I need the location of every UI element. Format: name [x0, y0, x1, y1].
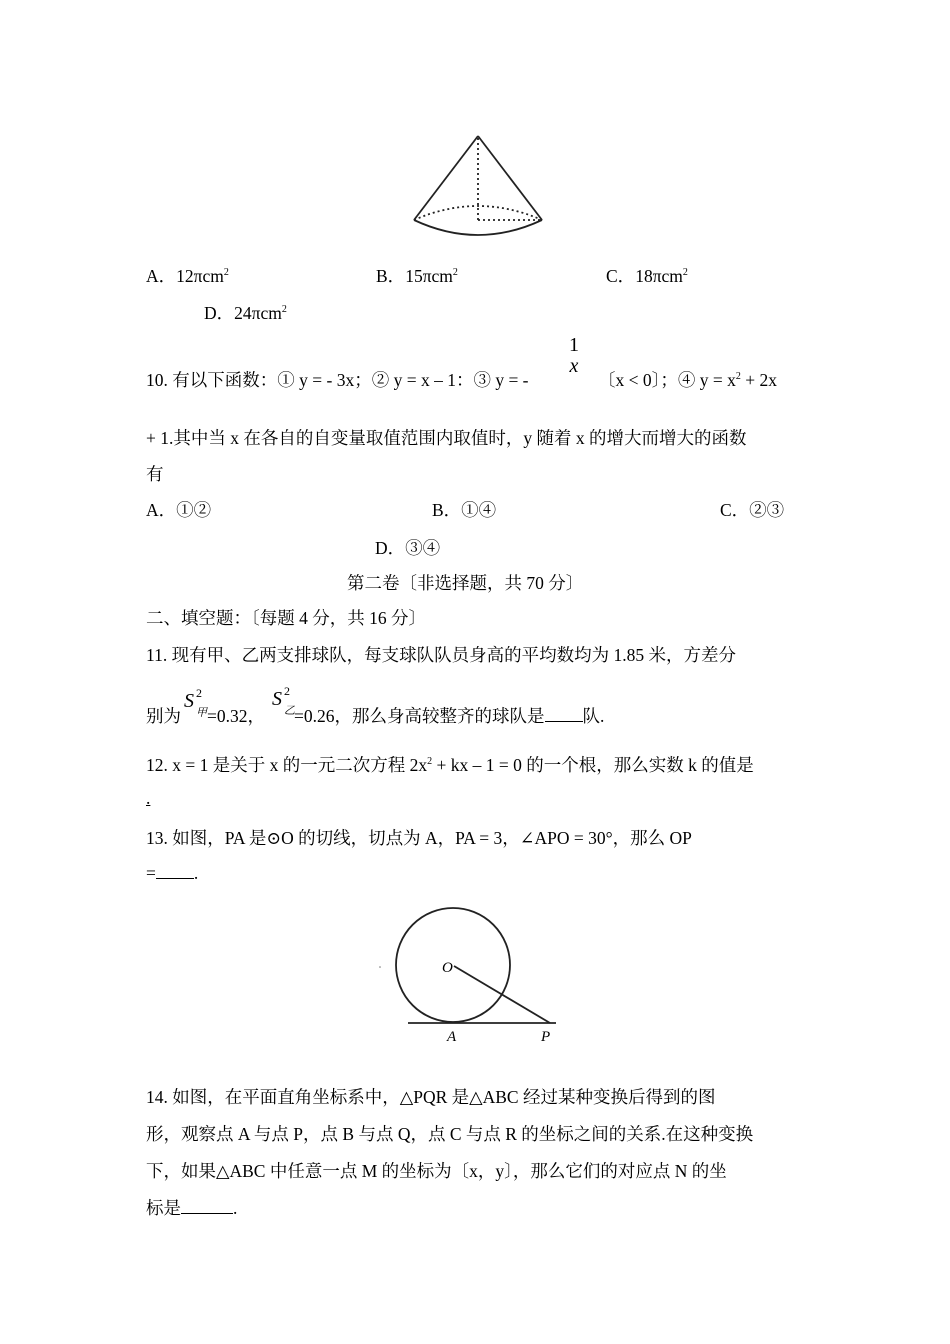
- q9-option-d-label: D．: [204, 303, 235, 323]
- q9-option-c-label: C．: [606, 266, 636, 286]
- section2-title: 第二卷〔非选择题，共 70 分〕: [347, 573, 584, 593]
- q10-line-1-tail: [598, 367, 777, 392]
- q11-prefix: 别为: [146, 706, 181, 726]
- q11-answer-blank[interactable]: [545, 705, 583, 722]
- q14-line-4: [146, 1195, 237, 1220]
- q10-fraction: [564, 334, 584, 376]
- q9-option-a-value: 12πcm: [176, 266, 224, 286]
- circle-tangent-figure: [370, 905, 570, 1045]
- q10-text-2-tail: + 2x: [740, 370, 777, 390]
- q11-sub-jia: 甲: [196, 707, 207, 719]
- q10-text-1: 有以下函数：① y = - 3x；② y = x – 1：③ y = -: [172, 370, 529, 390]
- q10-line-3: 有: [146, 464, 164, 484]
- q9-option-c-value: 18πcm: [635, 266, 683, 286]
- q13-line-1: 13. 如图，PA 是⊙O 的切线，切点为 A，PA = 3，∠APO = 30°，那么 OP: [146, 828, 692, 848]
- q11-s-sup-jia: 2: [196, 686, 202, 700]
- q10-frac-numerator: 1: [569, 334, 579, 356]
- q11-s-sup-yi: 2: [284, 684, 290, 698]
- q10-text-2: 〔x < 0〕；④ y = x: [598, 370, 736, 390]
- q11-s-symbol-yi: S: [272, 688, 282, 710]
- segment-op: [454, 966, 550, 1023]
- q14-line-3: 下，如果△ABC 中任意一点 M 的坐标为〔x，y〕，那么它们的对应点 N 的坐: [146, 1161, 727, 1181]
- q12-line-2: .: [146, 788, 151, 808]
- q11-variance-yi: [272, 684, 295, 717]
- q13-line-2: [146, 862, 198, 884]
- q12-text-a: 12. x = 1 是关于 x 的一元二次方程 2x: [146, 755, 428, 775]
- stray-dot: [379, 966, 381, 968]
- q9-option-b-label: B．: [376, 266, 406, 286]
- label-o: O: [442, 960, 453, 976]
- label-a: A: [447, 1029, 457, 1045]
- q10-line-1: [146, 367, 529, 392]
- q9-sq-b: 2: [452, 267, 458, 278]
- q10-option-b: B．①④: [432, 500, 497, 520]
- q9-option-c: [606, 263, 688, 288]
- q14-answer-blank[interactable]: [181, 1197, 233, 1214]
- q14-prefix: 标是: [146, 1198, 181, 1218]
- q10-line-2: + 1.其中当 x 在各自的自变量取值范围内取值时，y 随着 x 的增大而增大的函数: [146, 428, 747, 448]
- q10-number: 10.: [146, 370, 168, 390]
- q9-option-b: [376, 263, 458, 288]
- q9-option-a-label: A．: [146, 266, 177, 286]
- q9-option-b-value: 15πcm: [405, 266, 453, 286]
- q12-line-1: [146, 752, 754, 777]
- q11-value-yi: [294, 703, 604, 728]
- q13-prefix: =: [146, 863, 156, 883]
- cone-base-front: [414, 220, 542, 235]
- circle-o: [396, 908, 510, 1022]
- q14-line-2: 形，观察点 A 与点 P，点 B 与点 Q，点 C 与点 R 的坐标之间的关系.在这种变换: [146, 1124, 754, 1144]
- q14-line-1: 14. 如图，在平面直角坐标系中，△PQR 是△ABC 经过某种变换后得到的图: [146, 1087, 716, 1107]
- q12-sup: 2: [427, 756, 433, 767]
- fill-in-heading: 二、填空题：〔每题 4 分，共 16 分〕: [146, 608, 426, 628]
- q11-sub-yi: 乙: [284, 705, 295, 717]
- q13-answer-blank[interactable]: [156, 862, 194, 879]
- cone-right-edge: [478, 136, 542, 220]
- q12-text-b: + kx – 1 = 0 的一个根，那么实数 k 的值是: [432, 755, 754, 775]
- q10-frac-denominator: x: [569, 355, 579, 377]
- q11-line-2: [146, 703, 181, 728]
- q10-option-a: A．①②: [146, 500, 212, 520]
- q10-option-d: D．③④: [375, 538, 441, 558]
- cone-figure: [406, 128, 546, 242]
- q11-value-yi-text: =0.26，那么身高较整齐的球队是: [294, 706, 545, 726]
- q9-sq-d: 2: [281, 304, 287, 315]
- q9-option-d-value: 24πcm: [234, 303, 282, 323]
- q13-tail: .: [193, 863, 199, 883]
- q10-option-c: C．②③: [720, 500, 785, 520]
- q10-text-2-sup: 2: [735, 371, 741, 382]
- q11-tail: 队.: [582, 706, 605, 726]
- q11-line-1: 11. 现有甲、乙两支排球队，每支球队队员身高的平均数均为 1.85 米，方差分: [146, 645, 736, 665]
- q11-variance-jia: [184, 686, 207, 719]
- cone-left-edge: [414, 136, 478, 220]
- q9-option-d: [204, 300, 287, 325]
- q11-s-symbol-jia: S: [184, 690, 194, 712]
- q11-value-jia: =0.32，: [207, 706, 265, 726]
- q9-option-a: [146, 263, 229, 288]
- label-p: P: [541, 1029, 551, 1045]
- q9-sq-c: 2: [682, 267, 688, 278]
- q9-sq-a: 2: [223, 267, 229, 278]
- q14-tail: .: [233, 1198, 238, 1218]
